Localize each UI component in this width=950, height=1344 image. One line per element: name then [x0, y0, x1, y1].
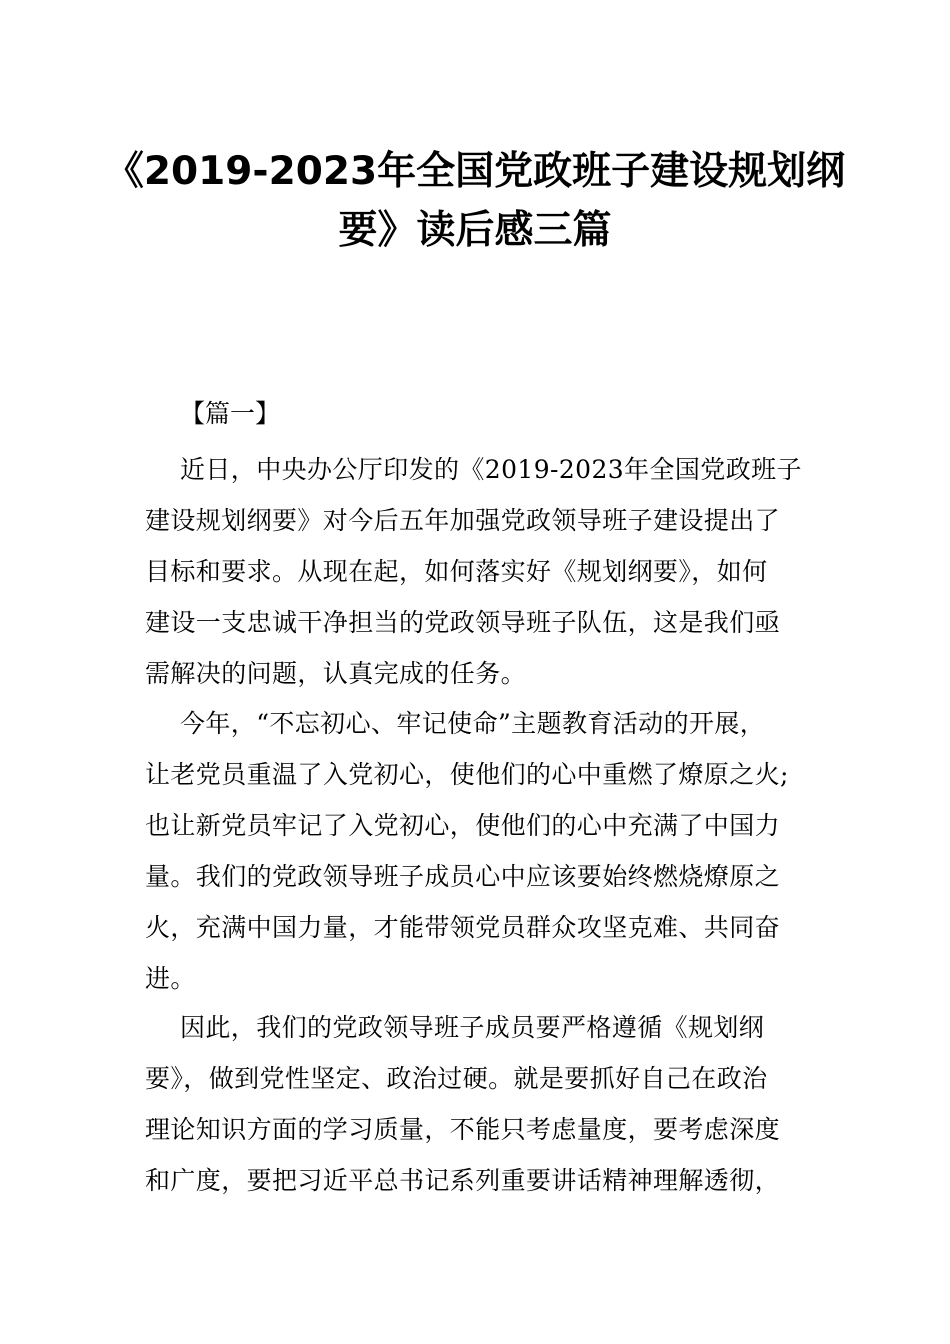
- paragraph-line: 要》，做到党性坚定、政治过硬。就是要抓好自己在政治: [145, 1064, 768, 1093]
- paragraph-3: [145, 1002, 805, 1206]
- paragraph-line: 建设规划纲要》对今后五年加强党政领导班子建设提出了: [145, 506, 781, 535]
- paragraph-line: 让老党员重温了入党初心，使他们的心中重燃了燎原之火;: [145, 760, 789, 789]
- paragraph-line: 火，充满中国力量，才能带领党员群众攻坚克难、共同奋: [145, 913, 781, 942]
- paragraph-line: 今年，“不忘初心、牢记使命”主题教育活动的开展，: [180, 709, 766, 738]
- paragraph-line: 建设一支忠诚干净担当的党政领导班子队伍，这是我们亟: [145, 608, 781, 637]
- paragraph-line: 进。: [145, 964, 196, 993]
- paragraph-line: 也让新党员牢记了入党初心，使他们的心中充满了中国力: [145, 811, 781, 840]
- paragraph-line: 目标和要求。从现在起，如何落实好《规划纲要》，如何: [145, 557, 768, 586]
- paragraph-line: 因此，我们的党政领导班子成员要严格遵循《规划纲: [180, 1013, 765, 1042]
- paragraph-line: 和广度，要把习近平总书记系列重要讲话精神理解透彻，: [145, 1166, 781, 1195]
- paragraph-line: 需解决的问题，认真完成的任务。: [145, 659, 527, 688]
- document-title-line-2: 要》读后感三篇: [338, 208, 612, 253]
- paragraph-1: [145, 444, 805, 699]
- paragraph-2: [145, 698, 805, 1004]
- document-title-line-1: 《2019-2023年全国党政班子建设规划纲: [104, 149, 846, 194]
- paragraph-line: 理论知识方面的学习质量，不能只考虑量度，要考虑深度: [145, 1115, 781, 1144]
- section-label: 【篇一】: [180, 399, 281, 428]
- paragraph-line: 近日，中央办公厅印发的《2019-2023年全国党政班子: [180, 455, 802, 484]
- paragraph-line: 量。我们的党政领导班子成员心中应该要始终燃烧燎原之: [145, 862, 781, 891]
